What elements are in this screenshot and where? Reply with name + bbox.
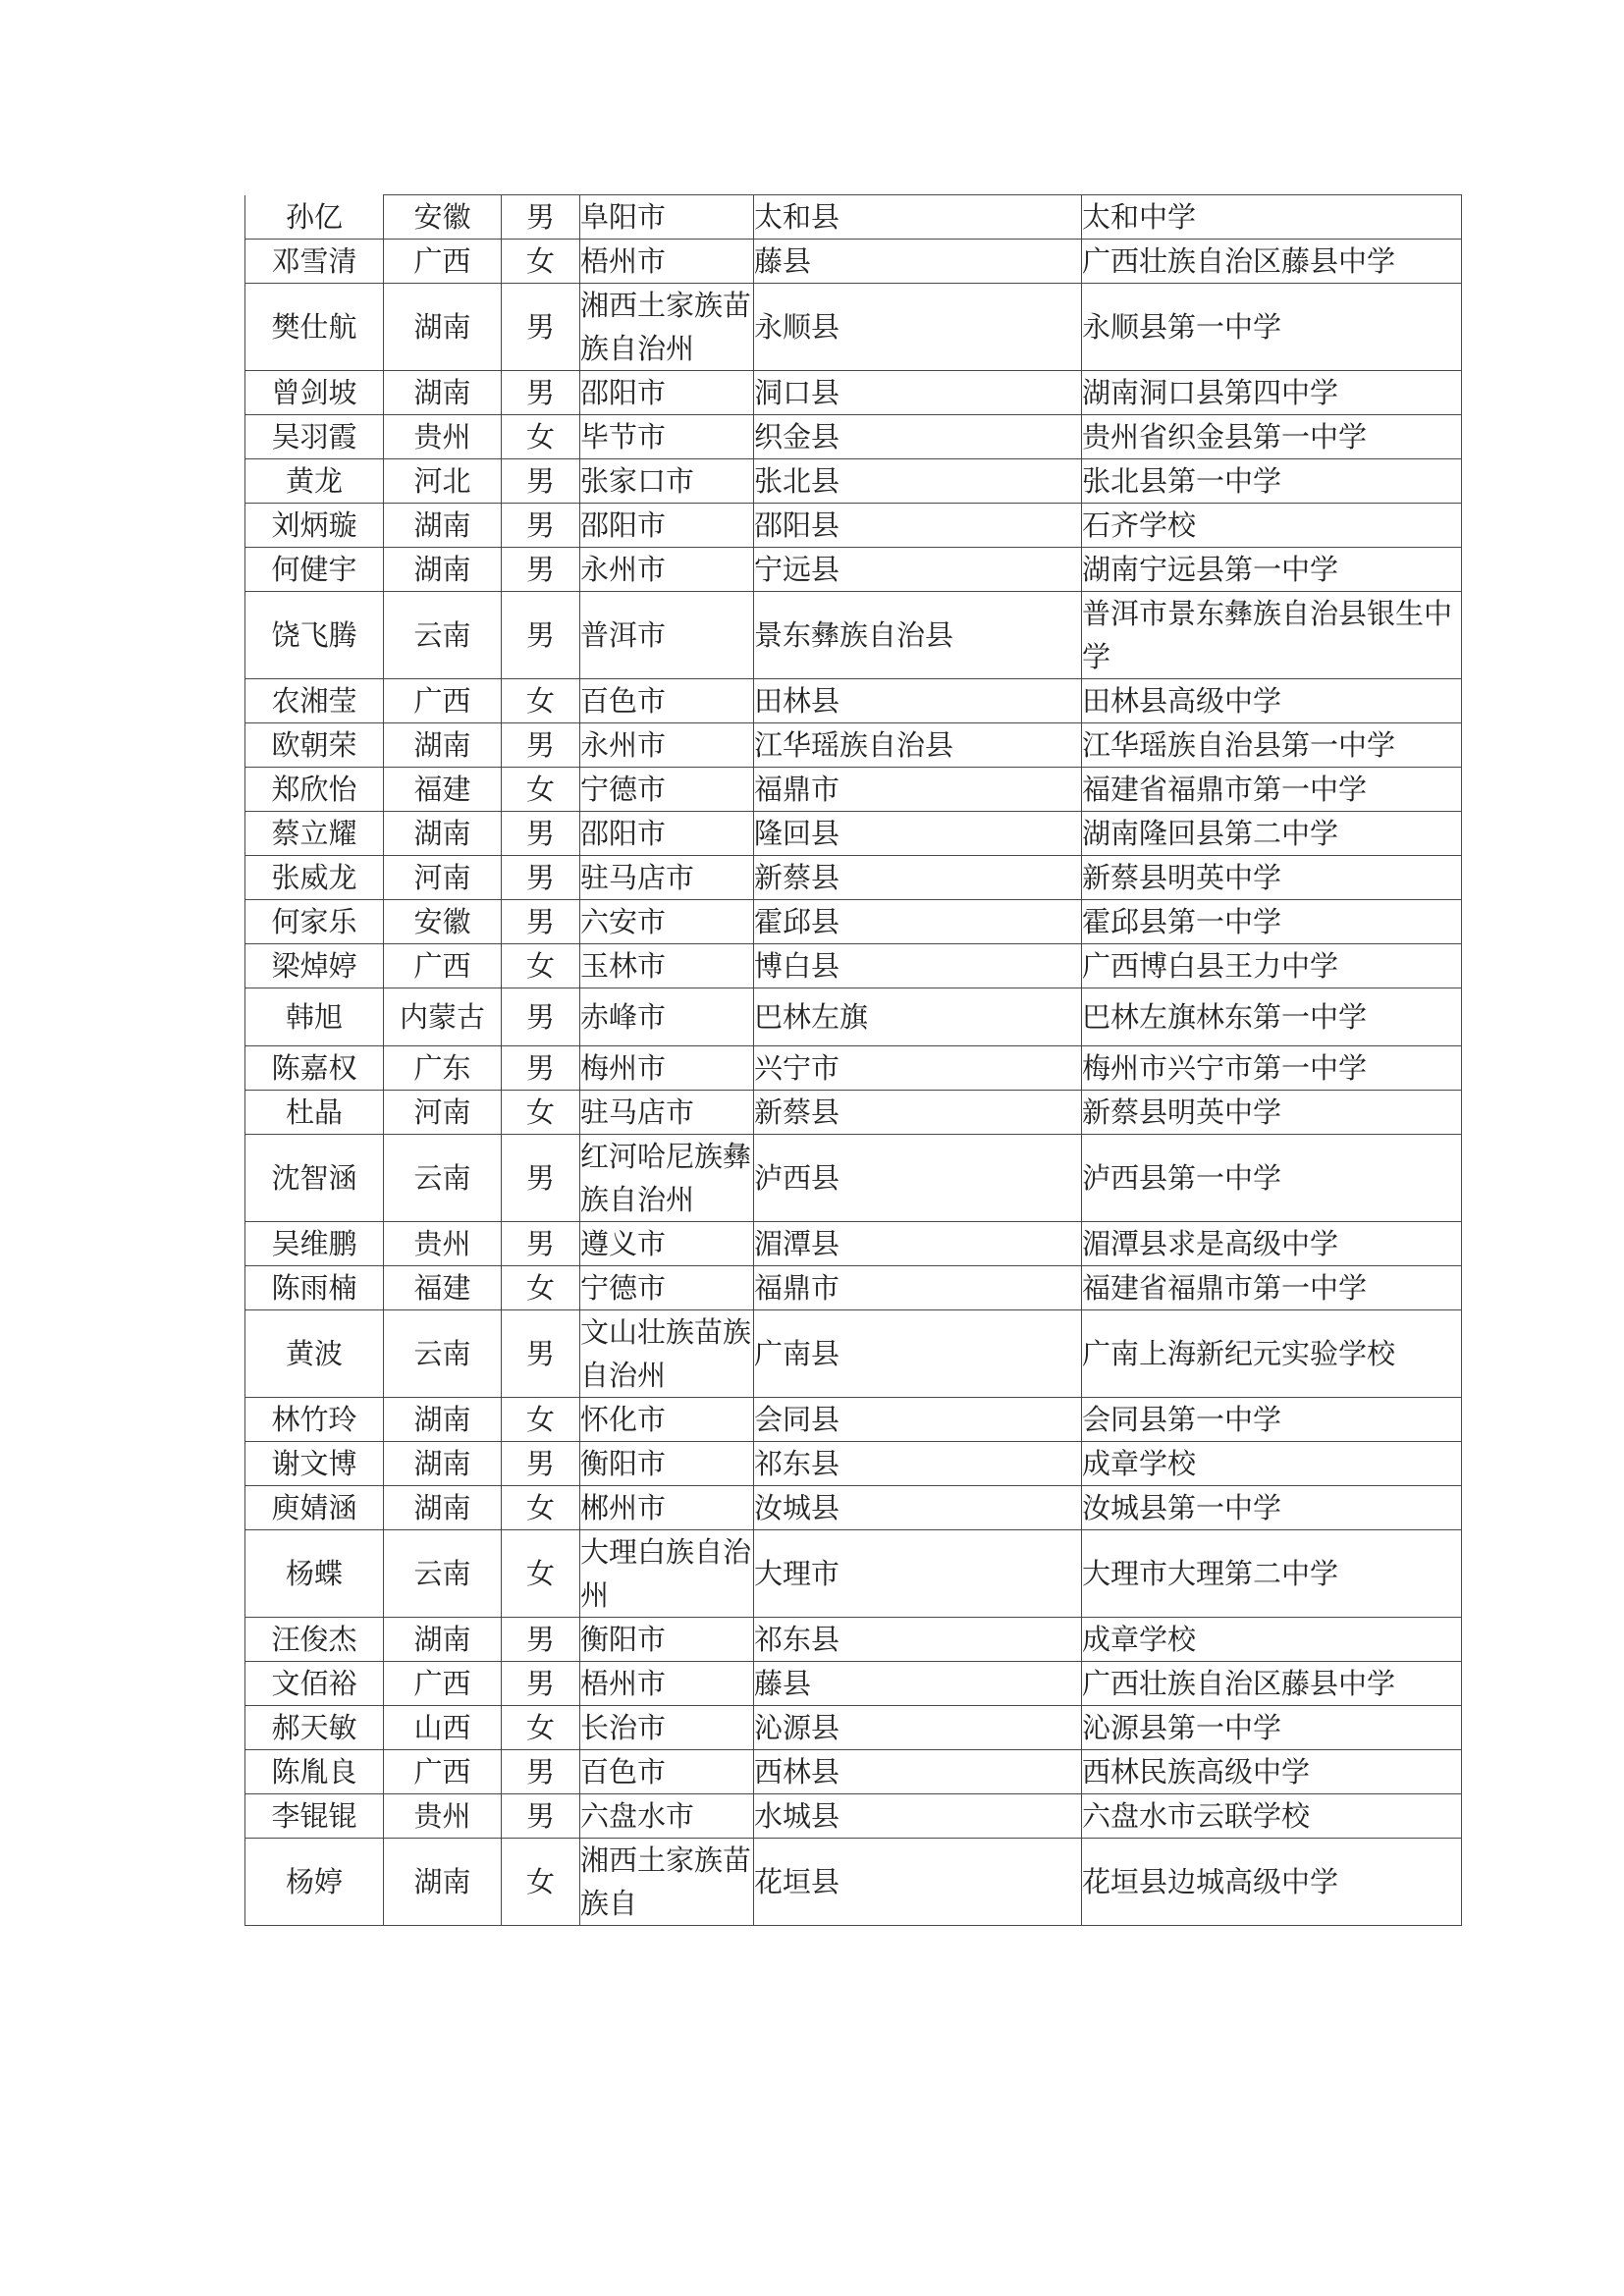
gender-cell: 女 bbox=[502, 1091, 580, 1135]
county-cell: 张北县 bbox=[754, 459, 1082, 504]
table-row bbox=[245, 1750, 1462, 1794]
county-cell: 隆回县 bbox=[754, 812, 1082, 856]
county-cell: 宁远县 bbox=[754, 548, 1082, 592]
school-cell: 六盘水市云联学校 bbox=[1082, 1794, 1462, 1839]
county-cell: 江华瑶族自治县 bbox=[754, 723, 1082, 768]
table-row bbox=[245, 1618, 1462, 1662]
province-cell: 湖南 bbox=[384, 1442, 502, 1486]
school-cell: 成章学校 bbox=[1082, 1618, 1462, 1662]
school-cell: 西林民族高级中学 bbox=[1082, 1750, 1462, 1794]
gender-cell: 女 bbox=[502, 240, 580, 284]
gender-cell: 男 bbox=[502, 1662, 580, 1706]
table-row bbox=[245, 812, 1462, 856]
province-cell: 云南 bbox=[384, 592, 502, 679]
gender-cell: 男 bbox=[502, 371, 580, 415]
school-cell: 广南上海新纪元实验学校 bbox=[1082, 1310, 1462, 1398]
county-cell: 景东彝族自治县 bbox=[754, 592, 1082, 679]
school-cell: 湖南洞口县第四中学 bbox=[1082, 371, 1462, 415]
city-cell: 驻马店市 bbox=[580, 1091, 754, 1135]
county-cell: 水城县 bbox=[754, 1794, 1082, 1839]
county-cell: 织金县 bbox=[754, 415, 1082, 459]
table-row bbox=[245, 1091, 1462, 1135]
city-cell: 邵阳市 bbox=[580, 504, 754, 548]
student-name-cell: 何家乐 bbox=[245, 900, 384, 944]
school-cell: 张北县第一中学 bbox=[1082, 459, 1462, 504]
city-cell: 郴州市 bbox=[580, 1486, 754, 1530]
school-cell: 新蔡县明英中学 bbox=[1082, 1091, 1462, 1135]
table-row bbox=[245, 371, 1462, 415]
city-cell: 毕节市 bbox=[580, 415, 754, 459]
county-cell: 广南县 bbox=[754, 1310, 1082, 1398]
province-cell: 山西 bbox=[384, 1706, 502, 1750]
gender-cell: 男 bbox=[502, 1442, 580, 1486]
student-name-cell: 庾婧涵 bbox=[245, 1486, 384, 1530]
table-row bbox=[245, 723, 1462, 768]
province-cell: 湖南 bbox=[384, 812, 502, 856]
school-cell: 梅州市兴宁市第一中学 bbox=[1082, 1046, 1462, 1091]
county-cell: 新蔡县 bbox=[754, 856, 1082, 900]
gender-cell: 女 bbox=[502, 1266, 580, 1310]
city-cell: 驻马店市 bbox=[580, 856, 754, 900]
city-cell: 大理白族自治州 bbox=[580, 1530, 754, 1618]
student-name-cell: 谢文博 bbox=[245, 1442, 384, 1486]
table-row bbox=[245, 195, 1462, 240]
student-name-cell: 郑欣怡 bbox=[245, 768, 384, 812]
county-cell: 祁东县 bbox=[754, 1442, 1082, 1486]
city-cell: 宁德市 bbox=[580, 768, 754, 812]
student-name-cell: 杨婷 bbox=[245, 1839, 384, 1926]
city-cell: 邵阳市 bbox=[580, 371, 754, 415]
province-cell: 贵州 bbox=[384, 415, 502, 459]
city-cell: 宁德市 bbox=[580, 1266, 754, 1310]
school-cell: 太和中学 bbox=[1082, 195, 1462, 240]
city-cell: 长治市 bbox=[580, 1706, 754, 1750]
province-cell: 福建 bbox=[384, 768, 502, 812]
city-cell: 红河哈尼族彝族自治州 bbox=[580, 1135, 754, 1222]
student-name-cell: 孙亿 bbox=[245, 195, 384, 240]
table-row bbox=[245, 240, 1462, 284]
county-cell: 藤县 bbox=[754, 240, 1082, 284]
province-cell: 云南 bbox=[384, 1135, 502, 1222]
gender-cell: 男 bbox=[502, 459, 580, 504]
gender-cell: 男 bbox=[502, 195, 580, 240]
county-cell: 福鼎市 bbox=[754, 1266, 1082, 1310]
student-name-cell: 张威龙 bbox=[245, 856, 384, 900]
county-cell: 邵阳县 bbox=[754, 504, 1082, 548]
city-cell: 衡阳市 bbox=[580, 1618, 754, 1662]
table-row bbox=[245, 988, 1462, 1046]
gender-cell: 男 bbox=[502, 1794, 580, 1839]
province-cell: 广西 bbox=[384, 1662, 502, 1706]
school-cell: 湖南宁远县第一中学 bbox=[1082, 548, 1462, 592]
county-cell: 汝城县 bbox=[754, 1486, 1082, 1530]
city-cell: 梧州市 bbox=[580, 240, 754, 284]
city-cell: 梧州市 bbox=[580, 1662, 754, 1706]
table-row bbox=[245, 1046, 1462, 1091]
school-cell: 花垣县边城高级中学 bbox=[1082, 1839, 1462, 1926]
student-name-cell: 杨蝶 bbox=[245, 1530, 384, 1618]
city-cell: 邵阳市 bbox=[580, 812, 754, 856]
school-cell: 霍邱县第一中学 bbox=[1082, 900, 1462, 944]
school-cell: 田林县高级中学 bbox=[1082, 679, 1462, 723]
city-cell: 普洱市 bbox=[580, 592, 754, 679]
table-row bbox=[245, 1398, 1462, 1442]
table-row bbox=[245, 1662, 1462, 1706]
table-row bbox=[245, 1222, 1462, 1266]
county-cell: 太和县 bbox=[754, 195, 1082, 240]
city-cell: 湘西土家族苗族自 bbox=[580, 1839, 754, 1926]
student-name-cell: 梁焯婷 bbox=[245, 944, 384, 988]
table-row bbox=[245, 856, 1462, 900]
student-name-cell: 邓雪清 bbox=[245, 240, 384, 284]
province-cell: 河北 bbox=[384, 459, 502, 504]
table-row bbox=[245, 679, 1462, 723]
city-cell: 玉林市 bbox=[580, 944, 754, 988]
city-cell: 阜阳市 bbox=[580, 195, 754, 240]
gender-cell: 男 bbox=[502, 548, 580, 592]
province-cell: 福建 bbox=[384, 1266, 502, 1310]
province-cell: 内蒙古 bbox=[384, 988, 502, 1046]
city-cell: 六安市 bbox=[580, 900, 754, 944]
gender-cell: 女 bbox=[502, 415, 580, 459]
city-cell: 遵义市 bbox=[580, 1222, 754, 1266]
school-cell: 普洱市景东彝族自治县银生中学 bbox=[1082, 592, 1462, 679]
student-name-cell: 陈胤良 bbox=[245, 1750, 384, 1794]
student-name-cell: 饶飞腾 bbox=[245, 592, 384, 679]
city-cell: 文山壮族苗族自治州 bbox=[580, 1310, 754, 1398]
student-name-cell: 陈雨楠 bbox=[245, 1266, 384, 1310]
county-cell: 洞口县 bbox=[754, 371, 1082, 415]
gender-cell: 男 bbox=[502, 1046, 580, 1091]
table-row bbox=[245, 1266, 1462, 1310]
table-row bbox=[245, 1706, 1462, 1750]
student-name-cell: 何健宇 bbox=[245, 548, 384, 592]
county-cell: 西林县 bbox=[754, 1750, 1082, 1794]
school-cell: 湄潭县求是高级中学 bbox=[1082, 1222, 1462, 1266]
gender-cell: 女 bbox=[502, 1530, 580, 1618]
student-name-cell: 欧朝荣 bbox=[245, 723, 384, 768]
county-cell: 会同县 bbox=[754, 1398, 1082, 1442]
city-cell: 百色市 bbox=[580, 679, 754, 723]
student-name-cell: 韩旭 bbox=[245, 988, 384, 1046]
gender-cell: 女 bbox=[502, 679, 580, 723]
city-cell: 怀化市 bbox=[580, 1398, 754, 1442]
province-cell: 湖南 bbox=[384, 284, 502, 371]
table-row bbox=[245, 284, 1462, 371]
county-cell: 新蔡县 bbox=[754, 1091, 1082, 1135]
school-cell: 广西壮族自治区藤县中学 bbox=[1082, 1662, 1462, 1706]
city-cell: 百色市 bbox=[580, 1750, 754, 1794]
school-cell: 汝城县第一中学 bbox=[1082, 1486, 1462, 1530]
table-row bbox=[245, 459, 1462, 504]
county-cell: 福鼎市 bbox=[754, 768, 1082, 812]
city-cell: 赤峰市 bbox=[580, 988, 754, 1046]
table-row bbox=[245, 1794, 1462, 1839]
gender-cell: 女 bbox=[502, 1398, 580, 1442]
province-cell: 湖南 bbox=[384, 548, 502, 592]
county-cell: 花垣县 bbox=[754, 1839, 1082, 1926]
province-cell: 广西 bbox=[384, 1750, 502, 1794]
table-row bbox=[245, 592, 1462, 679]
city-cell: 衡阳市 bbox=[580, 1442, 754, 1486]
table-row bbox=[245, 1135, 1462, 1222]
student-name-cell: 林竹玲 bbox=[245, 1398, 384, 1442]
school-cell: 贵州省织金县第一中学 bbox=[1082, 415, 1462, 459]
county-cell: 湄潭县 bbox=[754, 1222, 1082, 1266]
school-cell: 沁源县第一中学 bbox=[1082, 1706, 1462, 1750]
county-cell: 兴宁市 bbox=[754, 1046, 1082, 1091]
province-cell: 湖南 bbox=[384, 1398, 502, 1442]
table-row bbox=[245, 548, 1462, 592]
student-name-cell: 汪俊杰 bbox=[245, 1618, 384, 1662]
county-cell: 藤县 bbox=[754, 1662, 1082, 1706]
province-cell: 河南 bbox=[384, 856, 502, 900]
school-cell: 江华瑶族自治县第一中学 bbox=[1082, 723, 1462, 768]
county-cell: 沁源县 bbox=[754, 1706, 1082, 1750]
province-cell: 湖南 bbox=[384, 1486, 502, 1530]
province-cell: 云南 bbox=[384, 1530, 502, 1618]
school-cell: 永顺县第一中学 bbox=[1082, 284, 1462, 371]
province-cell: 安徽 bbox=[384, 900, 502, 944]
province-cell: 湖南 bbox=[384, 504, 502, 548]
province-cell: 湖南 bbox=[384, 371, 502, 415]
province-cell: 广西 bbox=[384, 679, 502, 723]
gender-cell: 男 bbox=[502, 812, 580, 856]
table-row bbox=[245, 504, 1462, 548]
student-name-cell: 樊仕航 bbox=[245, 284, 384, 371]
student-name-cell: 杜晶 bbox=[245, 1091, 384, 1135]
roster-body bbox=[245, 195, 1462, 1926]
school-cell: 石齐学校 bbox=[1082, 504, 1462, 548]
student-name-cell: 吴羽霞 bbox=[245, 415, 384, 459]
city-cell: 梅州市 bbox=[580, 1046, 754, 1091]
city-cell: 永州市 bbox=[580, 548, 754, 592]
province-cell: 广西 bbox=[384, 944, 502, 988]
province-cell: 贵州 bbox=[384, 1222, 502, 1266]
gender-cell: 男 bbox=[502, 592, 580, 679]
student-name-cell: 吴维鹏 bbox=[245, 1222, 384, 1266]
province-cell: 广西 bbox=[384, 240, 502, 284]
province-cell: 广东 bbox=[384, 1046, 502, 1091]
table-row bbox=[245, 900, 1462, 944]
county-cell: 永顺县 bbox=[754, 284, 1082, 371]
gender-cell: 女 bbox=[502, 1706, 580, 1750]
student-name-cell: 李锟锟 bbox=[245, 1794, 384, 1839]
school-cell: 会同县第一中学 bbox=[1082, 1398, 1462, 1442]
county-cell: 祁东县 bbox=[754, 1618, 1082, 1662]
school-cell: 巴林左旗林东第一中学 bbox=[1082, 988, 1462, 1046]
county-cell: 泸西县 bbox=[754, 1135, 1082, 1222]
school-cell: 湖南隆回县第二中学 bbox=[1082, 812, 1462, 856]
table-row bbox=[245, 1530, 1462, 1618]
province-cell: 河南 bbox=[384, 1091, 502, 1135]
student-name-cell: 农湘莹 bbox=[245, 679, 384, 723]
province-cell: 湖南 bbox=[384, 1839, 502, 1926]
gender-cell: 女 bbox=[502, 1839, 580, 1926]
gender-cell: 男 bbox=[502, 1750, 580, 1794]
table-row bbox=[245, 1839, 1462, 1926]
gender-cell: 男 bbox=[502, 1310, 580, 1398]
city-cell: 六盘水市 bbox=[580, 1794, 754, 1839]
province-cell: 湖南 bbox=[384, 723, 502, 768]
gender-cell: 男 bbox=[502, 1618, 580, 1662]
table-row bbox=[245, 415, 1462, 459]
gender-cell: 男 bbox=[502, 284, 580, 371]
province-cell: 贵州 bbox=[384, 1794, 502, 1839]
gender-cell: 男 bbox=[502, 856, 580, 900]
gender-cell: 女 bbox=[502, 944, 580, 988]
school-cell: 广西壮族自治区藤县中学 bbox=[1082, 240, 1462, 284]
gender-cell: 男 bbox=[502, 723, 580, 768]
student-name-cell: 沈智涵 bbox=[245, 1135, 384, 1222]
county-cell: 博白县 bbox=[754, 944, 1082, 988]
table-row bbox=[245, 1442, 1462, 1486]
gender-cell: 男 bbox=[502, 504, 580, 548]
school-cell: 泸西县第一中学 bbox=[1082, 1135, 1462, 1222]
province-cell: 安徽 bbox=[384, 195, 502, 240]
school-cell: 福建省福鼎市第一中学 bbox=[1082, 1266, 1462, 1310]
gender-cell: 男 bbox=[502, 988, 580, 1046]
student-name-cell: 黄龙 bbox=[245, 459, 384, 504]
student-name-cell: 陈嘉权 bbox=[245, 1046, 384, 1091]
county-cell: 霍邱县 bbox=[754, 900, 1082, 944]
student-name-cell: 文佰裕 bbox=[245, 1662, 384, 1706]
city-cell: 张家口市 bbox=[580, 459, 754, 504]
gender-cell: 男 bbox=[502, 1222, 580, 1266]
student-roster-table bbox=[244, 194, 1462, 1926]
table-row bbox=[245, 944, 1462, 988]
student-name-cell: 蔡立耀 bbox=[245, 812, 384, 856]
province-cell: 云南 bbox=[384, 1310, 502, 1398]
school-cell: 广西博白县王力中学 bbox=[1082, 944, 1462, 988]
student-name-cell: 刘炳璇 bbox=[245, 504, 384, 548]
city-cell: 湘西土家族苗族自治州 bbox=[580, 284, 754, 371]
table-row bbox=[245, 1486, 1462, 1530]
school-cell: 新蔡县明英中学 bbox=[1082, 856, 1462, 900]
county-cell: 大理市 bbox=[754, 1530, 1082, 1618]
gender-cell: 女 bbox=[502, 1486, 580, 1530]
county-cell: 田林县 bbox=[754, 679, 1082, 723]
student-name-cell: 黄波 bbox=[245, 1310, 384, 1398]
student-name-cell: 曾剑坡 bbox=[245, 371, 384, 415]
city-cell: 永州市 bbox=[580, 723, 754, 768]
student-name-cell: 郝天敏 bbox=[245, 1706, 384, 1750]
gender-cell: 女 bbox=[502, 768, 580, 812]
county-cell: 巴林左旗 bbox=[754, 988, 1082, 1046]
gender-cell: 男 bbox=[502, 1135, 580, 1222]
school-cell: 大理市大理第二中学 bbox=[1082, 1530, 1462, 1618]
table-row bbox=[245, 768, 1462, 812]
province-cell: 湖南 bbox=[384, 1618, 502, 1662]
school-cell: 成章学校 bbox=[1082, 1442, 1462, 1486]
school-cell: 福建省福鼎市第一中学 bbox=[1082, 768, 1462, 812]
gender-cell: 男 bbox=[502, 900, 580, 944]
table-row bbox=[245, 1310, 1462, 1398]
